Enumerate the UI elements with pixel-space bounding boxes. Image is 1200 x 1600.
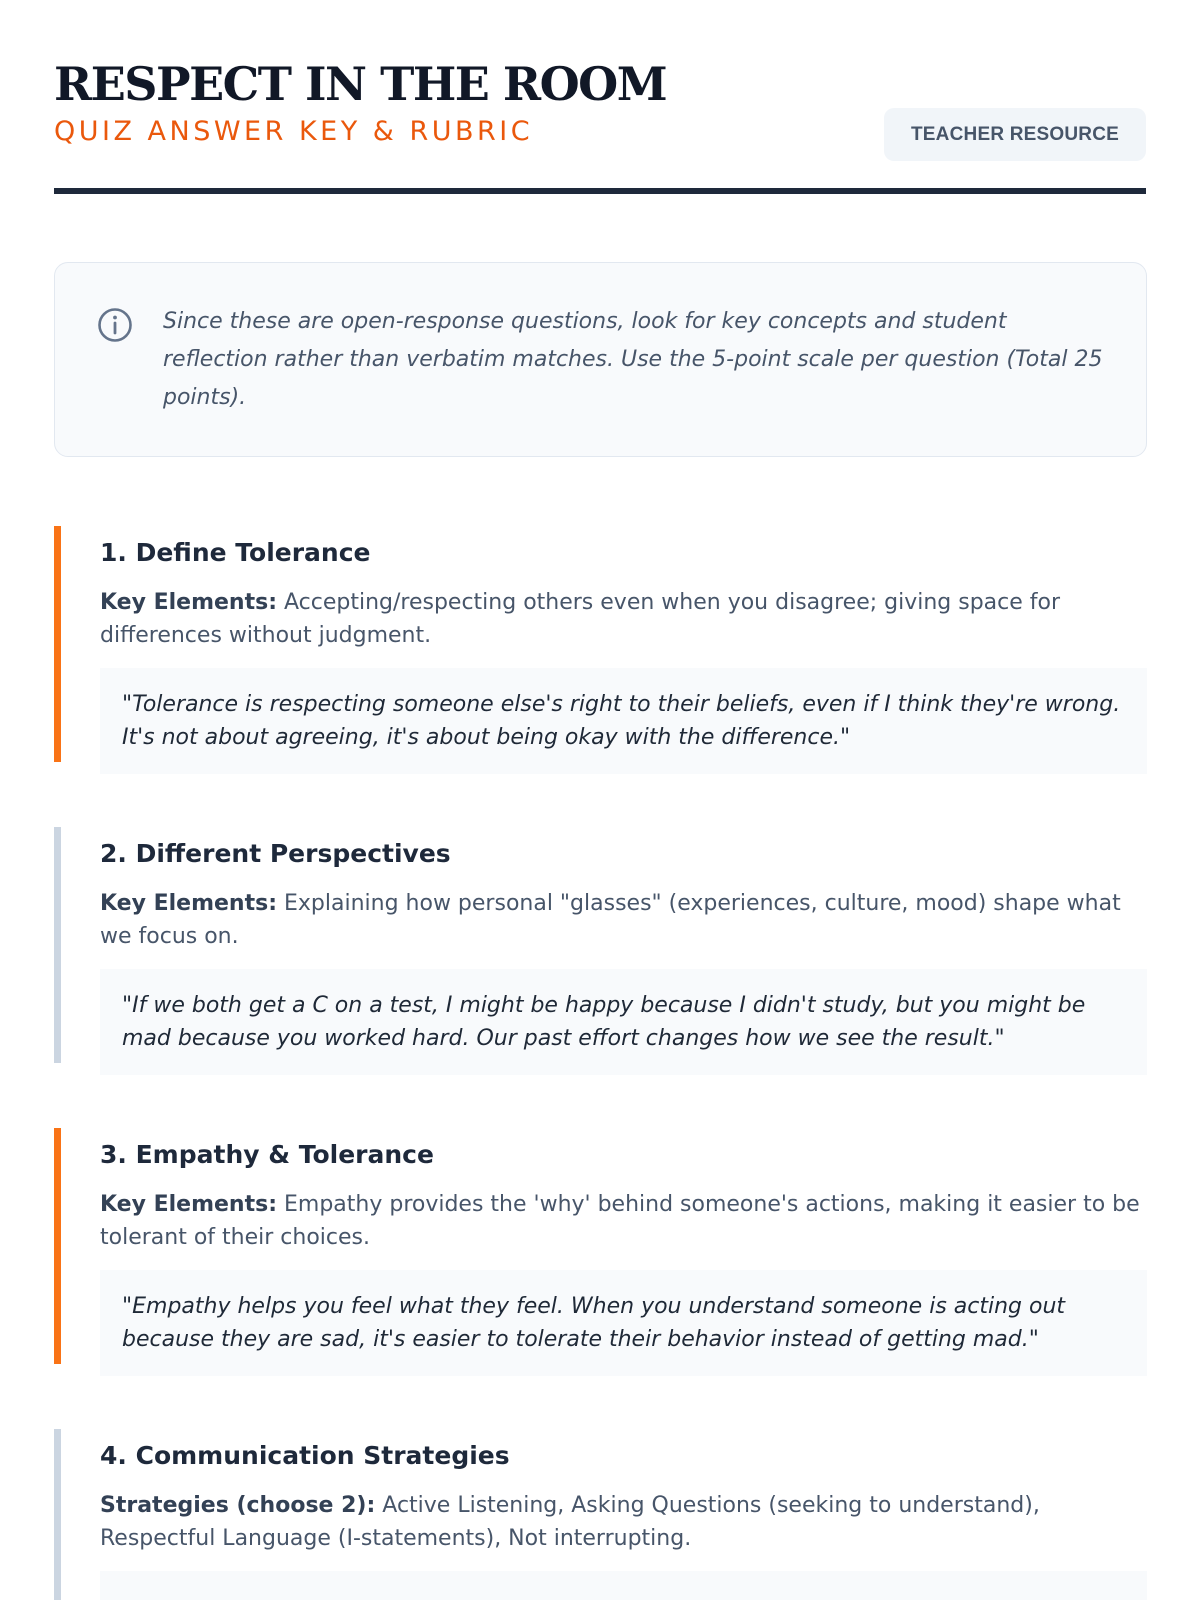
question-card-4	[54, 1429, 1147, 1600]
page-subtitle: QUIZ ANSWER KEY & RUBRIC	[54, 116, 534, 147]
key-elements	[100, 887, 1147, 953]
sample-answer	[100, 1571, 1147, 1600]
question-title: 2. Different Perspectives	[100, 839, 451, 868]
teacher-resource-badge: TEACHER RESOURCE	[884, 108, 1146, 161]
key-elements-text: Empathy provides the 'why' behind someone's actions, making it easier to be tolerant of their choices.	[100, 1192, 1140, 1250]
sample-answer: "Tolerance is respecting someone else's right to their beliefs, even if I think they're wrong. It's not about agreeing, it's about being okay with the difference."	[100, 668, 1147, 774]
key-elements	[100, 1489, 1147, 1555]
question-card-1	[54, 526, 1147, 762]
key-elements-text: Explaining how personal "glasses" (experiences, culture, mood) shape what we focus on.	[100, 891, 1121, 949]
instructions-note	[54, 262, 1147, 457]
key-elements-label: Strategies (choose 2):	[100, 1493, 376, 1518]
question-card-2	[54, 827, 1147, 1063]
info-icon	[97, 307, 133, 343]
question-title: 3. Empathy & Tolerance	[100, 1140, 434, 1169]
instructions-text: Since these are open-response questions, look for key concepts and student reflection rather than verbatim matches. Use the 5-point scale per question (Total 25 points).	[163, 309, 1103, 410]
key-elements-label: Key Elements:	[100, 590, 277, 615]
page-title: RESPECT IN THE ROOM	[54, 57, 667, 111]
sample-answer: "Empathy helps you feel what they feel. When you understand someone is acting out because they are sad, it's easier to tolerate their behavior instead of getting mad."	[100, 1270, 1147, 1376]
page-header	[54, 0, 1146, 194]
key-elements	[100, 1188, 1147, 1254]
key-elements-label: Key Elements:	[100, 891, 277, 916]
key-elements	[100, 586, 1147, 652]
question-card-3	[54, 1128, 1147, 1364]
key-elements-text: Accepting/respecting others even when you disagree; giving space for differences without judgment.	[100, 590, 1061, 648]
sample-answer: "If we both get a C on a test, I might be happy because I didn't study, but you might be mad because you worked hard. Our past effort changes how we see the result."	[100, 969, 1147, 1075]
key-elements-label: Key Elements:	[100, 1192, 277, 1217]
key-elements-text: Active Listening, Asking Questions (seeking to understand), Respectful Language (I-statements), Not interrupting.	[100, 1493, 1040, 1551]
question-title: 1. Define Tolerance	[100, 538, 371, 567]
question-title: 4. Communication Strategies	[100, 1441, 510, 1470]
